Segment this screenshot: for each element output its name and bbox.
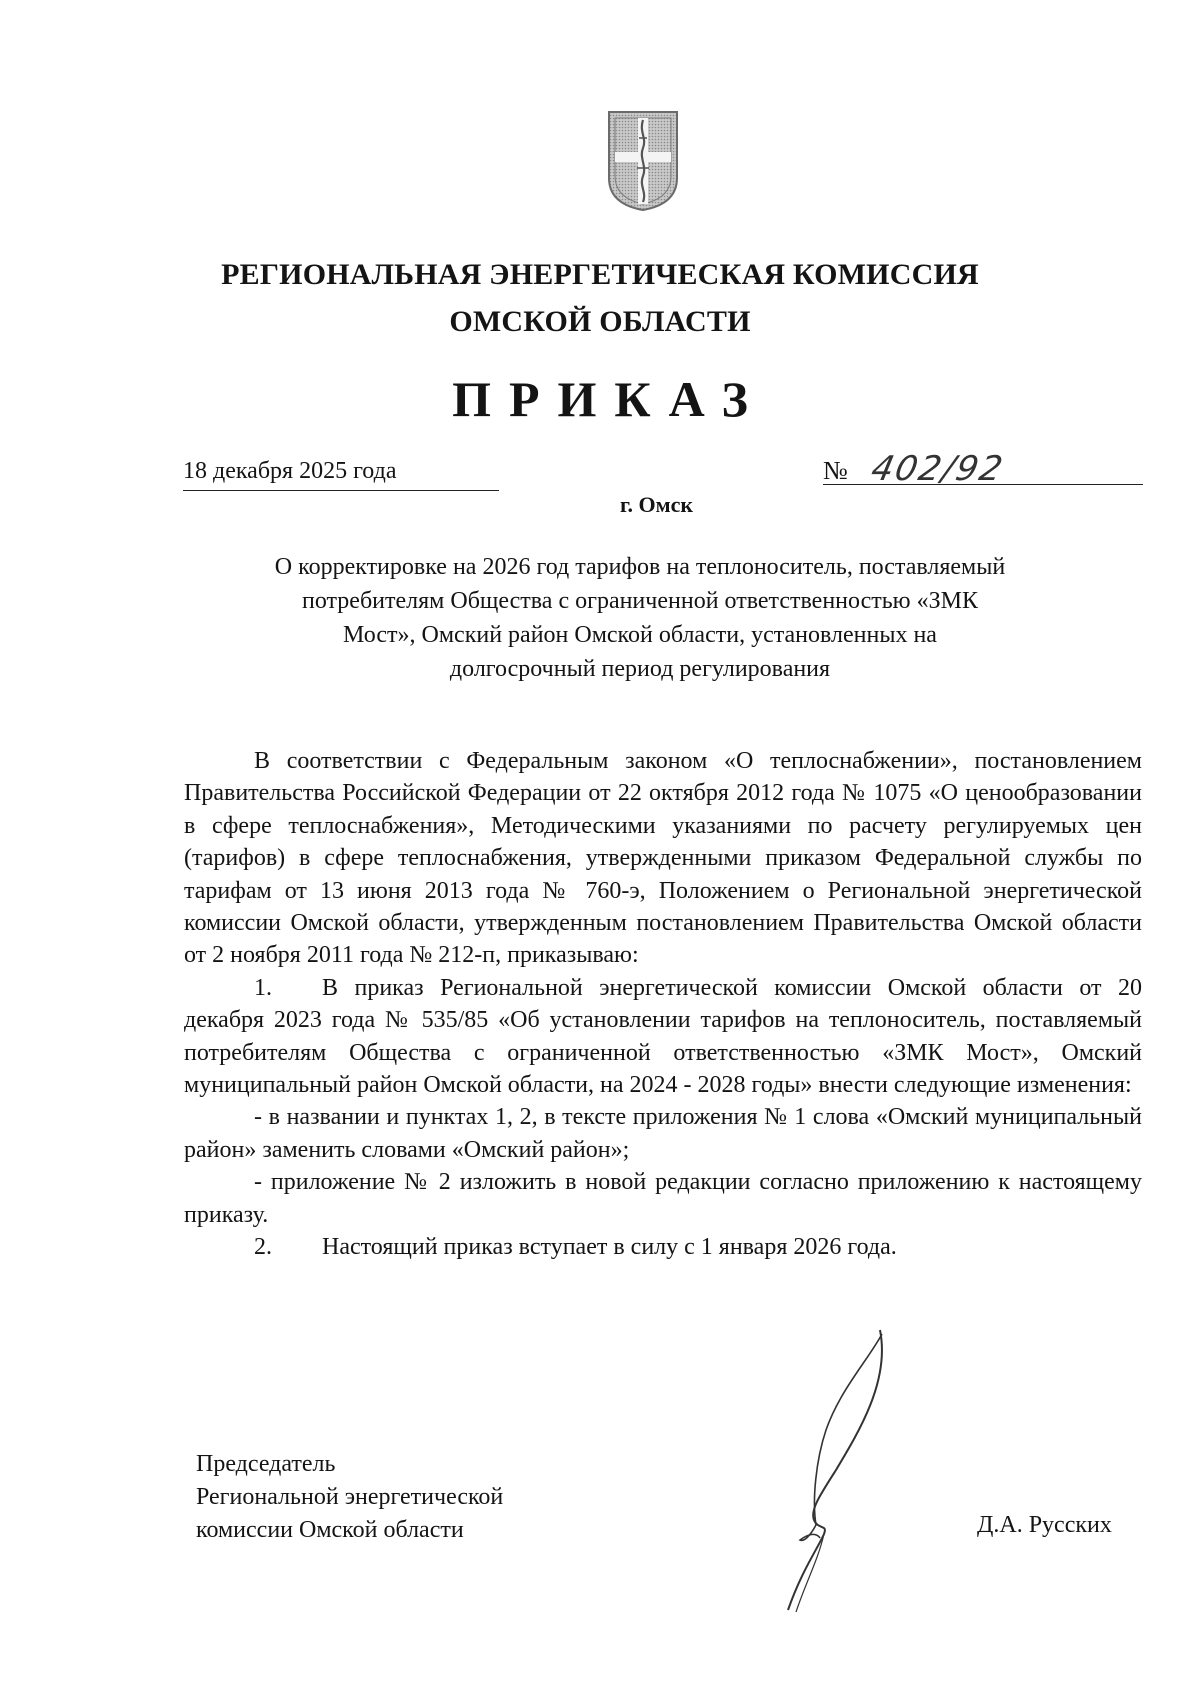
- document-number-label: №: [823, 456, 848, 485]
- item-text: Настоящий приказ вступает в силу с 1 января 2026 года.: [322, 1234, 897, 1261]
- organization-name-line2: ОМСКОЙ ОБЛАСТИ: [449, 305, 751, 338]
- item-2-paragraph: [184, 1231, 1142, 1263]
- preamble-paragraph: В соответствии с Федеральным законом «О теплоснабжении», постановлением Правительства Российской Федерации от 22 октября 2012 года № 1075 «О ценообразовании в сфере теплоснабжения», Методическими указаниями по расчету регулируемых цен (тарифов) в сфере теплоснабжения, утвержденными приказом Федеральной службы по тарифам от 13 июня 2013 года № 760-э, Положением о Региональной энергетической комиссии Омской области, утвержденным постановлением Правительства Омской области от 2 ноября 2011 года № 212-п, приказываю:: [184, 748, 1142, 969]
- subject-line: долгосрочный период регулирования: [449, 656, 831, 682]
- sub-item-paragraph: - в названии и пунктах 1, 2, в тексте приложения № 1 слова «Омский муниципальный район» заменить словами «Омский район»;: [184, 1104, 1142, 1163]
- item-number: 2.: [254, 1234, 272, 1261]
- document-body: [184, 745, 1142, 1264]
- signatory-name: Д.А. Русских: [977, 1512, 1112, 1538]
- sub-item-paragraph: - приложение № 2 изложить в новой редакции согласно приложению к настоящему приказу.: [184, 1169, 1142, 1228]
- date-underline: [183, 490, 499, 491]
- document-city: г. Омск: [620, 492, 694, 517]
- signatory-title-line: комиссии Омской области: [196, 1517, 464, 1543]
- subject-line: О корректировке на 2026 год тарифов на теплоноситель, поставляемый: [274, 554, 1006, 580]
- document-number-handwritten: 402/92: [867, 449, 1008, 489]
- item-1-paragraph: [184, 972, 1142, 1102]
- subject-line: Мост», Омский район Омской области, установленных на: [343, 622, 937, 648]
- handwritten-signature: [740, 1320, 910, 1620]
- subject-line: потребителям Общества с ограниченной ответственностью «ЗМК: [302, 588, 978, 614]
- signatory-title-line: Председатель: [196, 1451, 336, 1477]
- coat-of-arms-emblem: [603, 108, 683, 212]
- signatory-title-line: Региональной энергетической: [196, 1484, 504, 1510]
- number-underline: [823, 484, 1143, 485]
- document-type-title: ПРИКАЗ: [452, 371, 766, 427]
- document-date: 18 декабря 2025 года: [183, 458, 397, 484]
- item-text: В приказ Региональной энергетической комиссии Омской области от 20 декабря 2023 года № 535/85 «Об установлении тарифов на теплоноситель, поставляемый потребителям Общества с ограниченной ответственностью «ЗМК Мост», Омский муниципальный район Омской области, на 2024 - 2028 годы» внести следующие изменения:: [184, 974, 1142, 1099]
- signatory-title: [196, 1448, 503, 1547]
- organization-name-line1: РЕГИОНАЛЬНАЯ ЭНЕРГЕТИЧЕСКАЯ КОМИССИЯ: [221, 258, 979, 291]
- document-subject: [200, 550, 1080, 686]
- item-number: 1.: [254, 974, 272, 1001]
